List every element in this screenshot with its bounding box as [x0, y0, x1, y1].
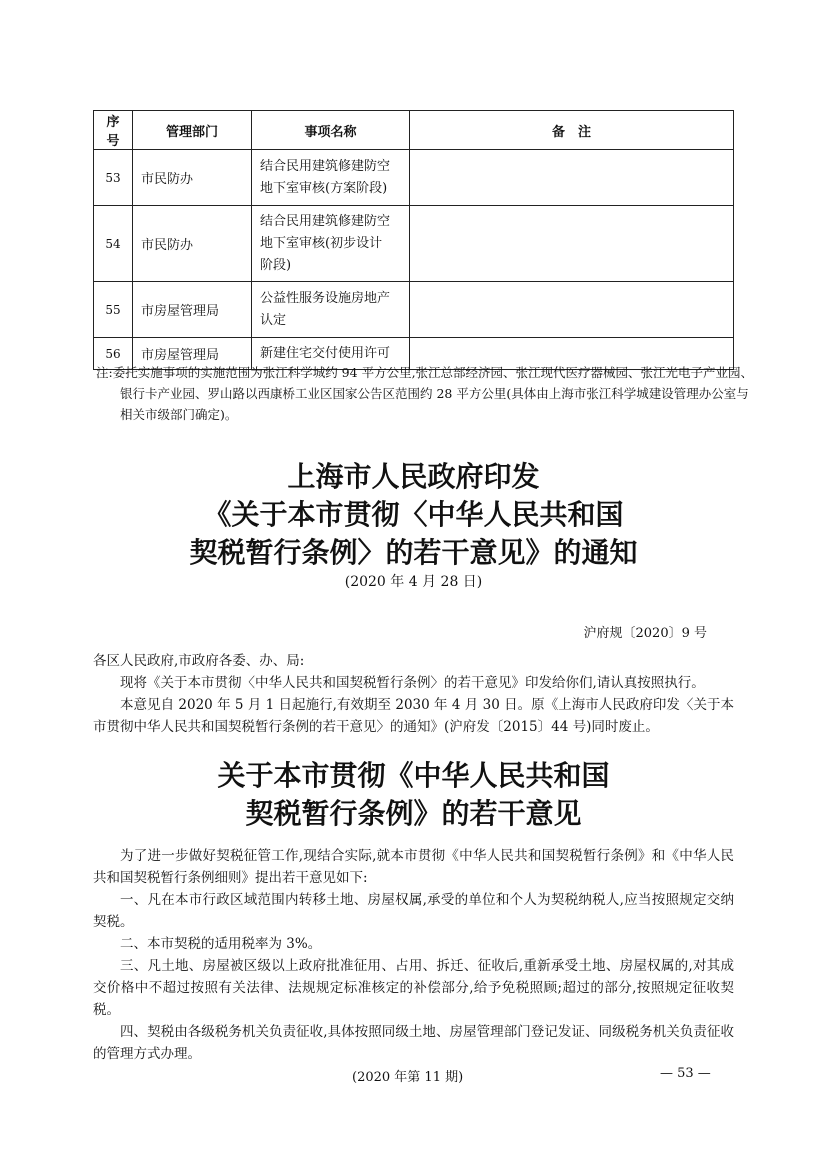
row-dept: 市房屋管理局: [133, 282, 252, 338]
row-item-name-line: 阶段): [260, 257, 292, 273]
row-item-name-line: 结合民用建筑修建防空: [260, 158, 391, 174]
opinion-paragraph: 一、凡在本市行政区域范围内转移土地、房屋权属,承受的单位和个人为契税纳税人,应当按照规定交纳契税。: [93, 892, 734, 930]
opinion-title: [0, 757, 827, 833]
notice-paragraph: 本意见自 2020 年 5 月 1 日起施行,有效期至 2030 年 4 月 30 日。原《上海市人民政府印发〈关于本市贯彻中华人民共和国契税暂行条例的若干意见〉的通知》(沪府发〔2015〕44 号)同时废止。: [93, 697, 734, 735]
row-item-name-line: 公益性服务设施房地产: [260, 290, 391, 306]
notice-title-line: 契税暂行条例〉的若干意见》的通知: [189, 536, 638, 569]
notice-salutation: 各区人民政府,市政府各委、办、局:: [93, 653, 305, 669]
opinion-title-line: 契税暂行条例》的若干意见: [245, 797, 582, 830]
row-item-name-line: 地下室审核(方案阶段): [260, 180, 388, 196]
opinion-paragraph: 二、本市契税的适用税率为 3%。: [120, 936, 322, 952]
notice-paragraph: 现将《关于本市贯彻〈中华人民共和国契税暂行条例〉的若干意见》印发给你们,请认真按照执行。: [120, 675, 705, 691]
opinion-title-line: 关于本市贯彻《中华人民共和国: [217, 759, 610, 792]
header-item-name: 事项名称: [252, 111, 410, 150]
row-item-name: [252, 150, 410, 206]
row-remarks: [410, 206, 734, 282]
row-item-name-line: 结合民用建筑修建防空: [260, 213, 391, 229]
row-item-name-line: 新建住宅交付使用许可: [260, 345, 391, 361]
row-item-name: [252, 206, 410, 282]
notice-title-line: 《关于本市贯彻〈中华人民共和国: [203, 498, 624, 531]
notice-date: (2020 年 4 月 28 日): [344, 574, 483, 590]
notice-title: [0, 458, 827, 572]
row-remarks: [410, 282, 734, 338]
row-remarks: [410, 150, 734, 206]
header-seq: 序号: [94, 111, 133, 150]
notice-title-line: 上海市人民政府印发: [287, 460, 540, 493]
header-remarks: 备 注: [410, 111, 734, 150]
opinion-paragraph: 三、凡土地、房屋被区级以上政府批准征用、占用、拆迁、征收后,重新承受土地、房屋权属的,对其成交价格中不超过按照有关法律、法规规定标准核定的补偿部分,给予免税照顾;超过的部分,按照规定征收契税。: [93, 958, 734, 1018]
table-header-row: [94, 111, 734, 150]
row-item-name: [252, 282, 410, 338]
document-number: 沪府规〔2020〕9 号: [583, 626, 707, 641]
row-item-name-line: 认定: [260, 312, 287, 328]
row-number: 56: [94, 338, 133, 370]
row-number: 54: [94, 206, 133, 282]
opinion-body: [93, 845, 734, 1065]
opinion-paragraph: 四、契税由各级税务机关负责征收,具体按照同级土地、房屋管理部门登记发证、同级税务机关负责征收的管理方式办理。: [93, 1024, 734, 1062]
row-dept: 市房屋管理局: [133, 338, 252, 370]
page-number: — 53 —: [660, 1066, 711, 1081]
footer-issue: (2020 年第 11 期): [352, 1070, 464, 1085]
table-row: [94, 206, 734, 282]
items-table: [93, 110, 734, 370]
row-number: 53: [94, 150, 133, 206]
row-item-name-line: 地下室审核(初步设计: [260, 235, 383, 251]
row-dept: 市民防办: [133, 206, 252, 282]
opinion-paragraph: 为了进一步做好契税征管工作,现结合实际,就本市贯彻《中华人民共和国契税暂行条例》和《中华人民共和国契税暂行条例细则》提出若干意见如下:: [93, 848, 734, 886]
table-row: [94, 150, 734, 206]
notice-body: [93, 650, 734, 738]
header-dept: 管理部门: [133, 111, 252, 150]
row-number: 55: [94, 282, 133, 338]
table-row: [94, 282, 734, 338]
row-dept: 市民防办: [133, 150, 252, 206]
table-footnote: 注:委托实施事项的实施范围为张江科学城约 94 平方公里,张江总部经济园、张江现代医疗器械园、张江光电子产业园、银行卡产业园、罗山路以西康桥工业区国家公告区范围约 28 平方公里(具体由上海市张江科学城建设管理办公室与相关市级部门确定)。: [96, 365, 754, 422]
